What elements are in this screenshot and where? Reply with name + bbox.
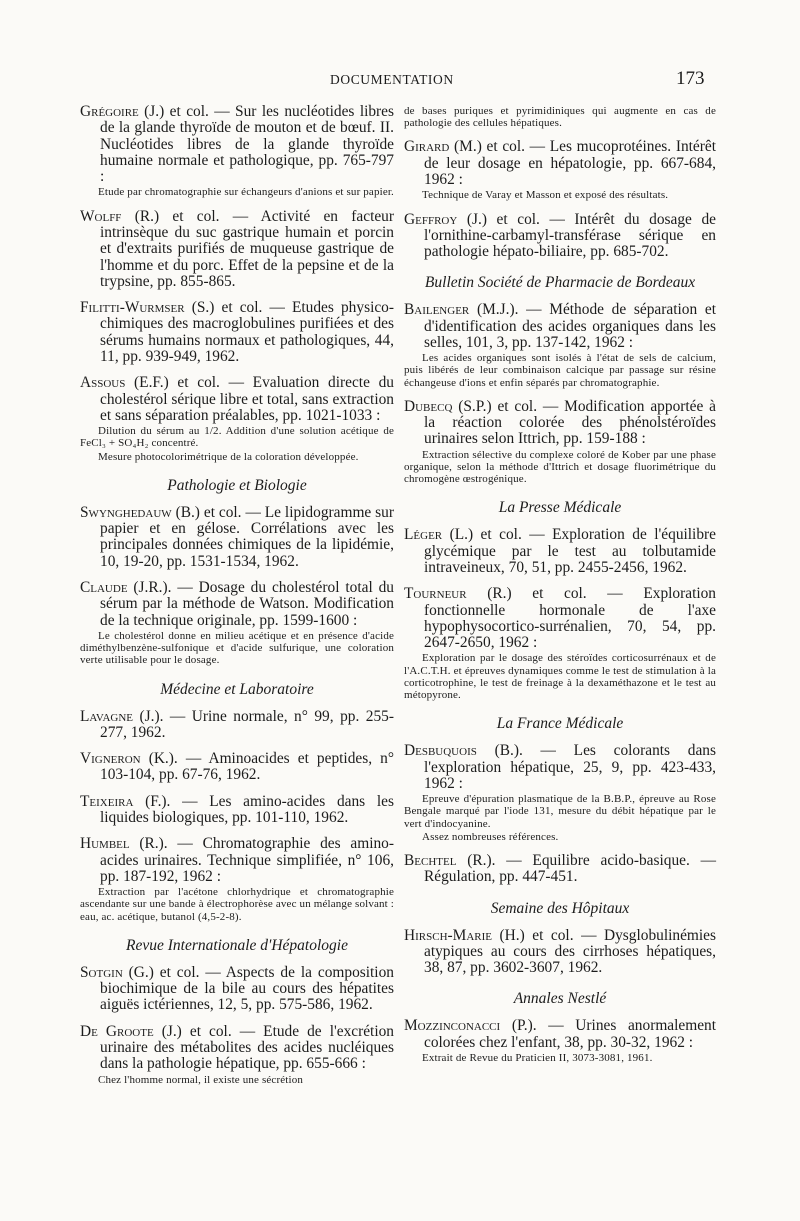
- bibliography-entry: [80, 836, 394, 923]
- bibliography-entry: [404, 586, 716, 701]
- citation: et col. — Evaluation directe du cholestérol sérique libre et total, sans extraction et sans séparation préalables, pp. 1021-1033 :: [100, 374, 394, 424]
- bibliography-entry: [80, 375, 394, 463]
- abstract-note: Dilution du sérum au 1/2. Addition d'une solution acétique de FeCl₃ + SO₄H₂ concentré.: [80, 425, 394, 450]
- abstract-note: Mesure photocolorimétrique de la coloration développée.: [98, 450, 359, 463]
- abstract-note: Technique de Varay et Masson et exposé des résultats.: [422, 189, 669, 202]
- citation: . — Chromatographie des amino-acides urinaires. Technique simplifiée, n° 106, pp. 187-192, 1962 :: [100, 835, 394, 885]
- left-column: [80, 104, 394, 1096]
- bibliography-entry: [404, 928, 716, 977]
- citation: . — Dosage du cholestérol total du sérum par la méthode de Watson. Modification de la technique originale, pp. 1599-1600 :: [100, 579, 394, 629]
- author-name: Teixeira (F.): [80, 792, 167, 810]
- bibliography-entry: [404, 399, 716, 486]
- reference-text: [80, 505, 394, 570]
- citation: . — Les amino-acides dans les liquides biologiques, pp. 101-110, 1962.: [100, 792, 394, 827]
- author-name: Sotgin (G.): [80, 963, 154, 981]
- citation: et col. — Le lipidogramme sur papier et en gélose. Corrélations avec les principales données chimiques de la lipidémie, 10, 19-20, pp. 1531-1534, 1962.: [100, 503, 394, 570]
- section-title: Revue Internationale d'Hépatologie: [126, 936, 348, 954]
- bibliography-entry: [404, 743, 716, 843]
- section-title: Semaine des Hôpitaux: [490, 899, 630, 917]
- author-name: Wolff (R.): [80, 207, 160, 225]
- reference-text: [80, 794, 394, 827]
- reference-text: [80, 300, 394, 365]
- bibliography-entry: [80, 505, 394, 570]
- reference-text: [80, 104, 394, 185]
- bibliography-entry: [80, 209, 394, 290]
- bibliography-entry: [404, 212, 716, 261]
- reference-text: [404, 586, 716, 651]
- author-name: De Groote (J.): [80, 1022, 182, 1040]
- citation: et col. — Modification apportée à la réaction colorée des phénolstéroïdes urinaires selon Ittrich, pp. 159-188 :: [424, 397, 716, 448]
- entry-continuation: [404, 105, 716, 129]
- bibliography-entry: [404, 1018, 716, 1064]
- author-name: Dubecq (S.P.): [404, 397, 492, 415]
- reference-text: [80, 209, 394, 290]
- citation: . — Méthode de séparation et d'identification des acides organiques dans les selles, 101, 3, pp. 137-142, 1962 :: [424, 301, 716, 351]
- page-header: [0, 70, 800, 94]
- bibliography-entry: [80, 1024, 394, 1086]
- abstract-note: Extraction sélective du complexe coloré de Kober par une phase organique, selon la méthode d'Ittrich et dosage fluorimétrique du chromogène œstrogénique.: [404, 448, 716, 486]
- abstract-note: Etude par chromatographie sur échangeurs d'anions et sur papier.: [98, 186, 394, 199]
- citation: et col. — Intérêt du dosage de l'ornithine-carbamyl-transférase sérique en pathologie hépato-biliaire, pp. 685-702.: [424, 210, 716, 261]
- bibliography-entry: [404, 302, 716, 389]
- reference-text: [404, 743, 716, 792]
- section-title: Pathologie et Biologie: [167, 476, 307, 494]
- bibliography-entry: [404, 139, 716, 201]
- abstract-note: de bases puriques et pyrimidiniques qui augmente en cas de pathologie des cellules hépatiques.: [404, 105, 716, 130]
- reference-text: [80, 751, 394, 784]
- author-name: Grégoire (J.): [80, 103, 165, 120]
- citation: et col. — Etude de l'excrétion urinaire des métabolites des acides nucléiques dans la pathologie hépatique, pp. 655-666 :: [100, 1022, 394, 1073]
- abstract-note: Epreuve d'épuration plasmatique de la B.B.P., épreuve au Rose Bengale marqué par l'iode 131, mesure du débit hépatique par le vert d'indocyanine.: [404, 793, 716, 830]
- abstract-note: Extraction par l'acétone chlorhydrique et chromatographie ascendante sur une bande à électrophorèse avec un mélange solvant : eau, ac. acétique, butanol (4,5-2-8).: [80, 886, 394, 923]
- reference-text: [404, 139, 716, 188]
- author-name: Desbuquois (B.): [404, 742, 519, 760]
- bibliography-entry: [80, 709, 394, 742]
- author-name: Swynghedauw (B.): [80, 503, 200, 521]
- author-name: Bailenger (M.J.): [404, 301, 515, 319]
- bibliography-entry: [80, 965, 394, 1014]
- bibliography-entry: [404, 853, 716, 886]
- reference-text: [80, 836, 394, 885]
- author-name: Lavagne (J.): [80, 707, 160, 725]
- citation: et col. — Les mucoprotéines. Intérêt de leur dosage en hépatologie, pp. 667-684, 1962 :: [424, 138, 716, 188]
- abstract-note: Assez nombreuses références.: [422, 830, 559, 843]
- author-name: Girard (M.): [404, 138, 482, 156]
- reference-text: [80, 965, 394, 1014]
- reference-text: [80, 580, 394, 629]
- citation: . — Urines anormalement colorées chez l'enfant, 38, pp. 30-32, 1962 :: [424, 1017, 717, 1051]
- abstract-note: Exploration par le dosage des stéroïdes corticosurrénaux et de l'A.C.T.H. et épreuves dynamiques comme le test de stimulation à la corticotrophine, le test de freinage à la dexaméthazone et le test au métopyrone.: [404, 652, 716, 702]
- section-title: Bulletin Société de Pharmacie de Bordeaux: [424, 274, 696, 292]
- author-name: Hirsch-Marie (H.): [404, 926, 525, 944]
- author-name: Mozzinconacci (P.): [404, 1017, 533, 1035]
- citation: . — Les colorants dans l'exploration hépatique, 25, 9, pp. 423-433, 1962 :: [424, 742, 716, 792]
- section-title: Annales Nestlé: [513, 990, 607, 1008]
- bibliography-entry: [80, 751, 394, 784]
- author-name: Claude (J.R.): [80, 579, 168, 597]
- reference-text: [404, 1018, 716, 1051]
- author-name: Tourneur (R.): [404, 585, 512, 603]
- author-name: Vigneron (K.): [80, 750, 174, 768]
- bibliography-entry: [80, 300, 394, 365]
- section-title: La Presse Médicale: [498, 499, 622, 517]
- citation: et col. — Exploration de l'équilibre glycémique par le test au tolbutamide intraveineux, 70, 51, pp. 2455-2456, 1962.: [424, 526, 716, 576]
- reference-text: [404, 399, 716, 448]
- author-name: Bechtel (R.): [404, 851, 492, 869]
- reference-text: [404, 212, 716, 261]
- citation: et col. — Etudes physico-chimiques des macroglobulines purifiées et des sérums humains normaux et pathologiques, 44, 11, pp. 939-949, 1962.: [100, 299, 394, 366]
- author-name: Léger (L.): [404, 526, 474, 544]
- abstract-note: Chez l'homme normal, il existe une sécrétion: [98, 1073, 303, 1086]
- author-name: Humbel (R.): [80, 835, 164, 853]
- bibliography-entry: [404, 527, 716, 576]
- reference-text: [404, 928, 716, 977]
- page-number: 173: [676, 68, 705, 89]
- citation: et col. — Sur les nucléotides libres de la glande thyroïde de mouton et de bœuf. II. Nucléotides libres de la glande thyroïde humaine normale et pathologique, pp. 765-797 :: [100, 103, 395, 186]
- reference-text: [404, 302, 716, 351]
- citation: et col. — Exploration fonctionnelle hormonale de l'axe hypophysocortico-surrénalien, 70, 54, pp. 2647-2650, 1962 :: [424, 585, 717, 652]
- running-title: DOCUMENTATION: [330, 72, 454, 87]
- citation: . — Urine normale, n° 99, pp. 255-277, 1962.: [100, 707, 394, 741]
- reference-text: [80, 709, 394, 742]
- abstract-note: Extrait de Revue du Praticien II, 3073-3081, 1961.: [422, 1052, 653, 1065]
- citation: et col. — Dysglobulinémies atypiques au cours des cirrhoses hépatiques, 38, 87, pp. 3602-3607, 1962.: [424, 926, 717, 977]
- reference-text: [404, 853, 716, 886]
- citation: et col. — Aspects de la composition biochimique de la bile au cours des hépatites aiguës ictériennes, 12, 5, pp. 575-586, 1962.: [100, 963, 394, 1014]
- citation: et col. — Activité en facteur intrinsèque du suc gastrique humain et porcin et d'extraits purifiés de muqueuse gastrique de l'homme et du porc. Effet de la pepsine et de la trypsine, pp. 855-865.: [100, 207, 395, 290]
- author-name: Assous (E.F.): [80, 374, 169, 392]
- right-column: [404, 104, 716, 1074]
- citation: . — Equilibre acido-basique. — Régulation, pp. 447-451.: [424, 851, 717, 886]
- bibliography-entry: [80, 104, 394, 199]
- citation: . — Aminoacides et peptides, n° 103-104, pp. 67-76, 1962.: [100, 750, 394, 784]
- abstract-note: Le cholestérol donne en milieu acétique et en présence d'acide diméthylbenzène-sulfonique et d'acide sulfurique, une coloration verte utilisable pour le dosage.: [80, 629, 394, 667]
- section-title: La France Médicale: [496, 715, 624, 733]
- abstract-note: Les acides organiques sont isolés à l'état de sels de calcium, puis libérés de leur combinaison calcique par passage sur résine échangeuse d'ions et enfin séparés par chromatographie.: [404, 352, 716, 389]
- author-name: Geffroy (J.): [404, 210, 487, 228]
- section-title: Médecine et Laboratoire: [160, 680, 314, 698]
- reference-text: [404, 527, 716, 576]
- reference-text: [80, 1024, 394, 1073]
- bibliography-entry: [80, 794, 394, 827]
- author-name: Filitti-Wurmser (S.): [80, 299, 215, 317]
- bibliography-entry: [80, 580, 394, 667]
- reference-text: [80, 375, 394, 424]
